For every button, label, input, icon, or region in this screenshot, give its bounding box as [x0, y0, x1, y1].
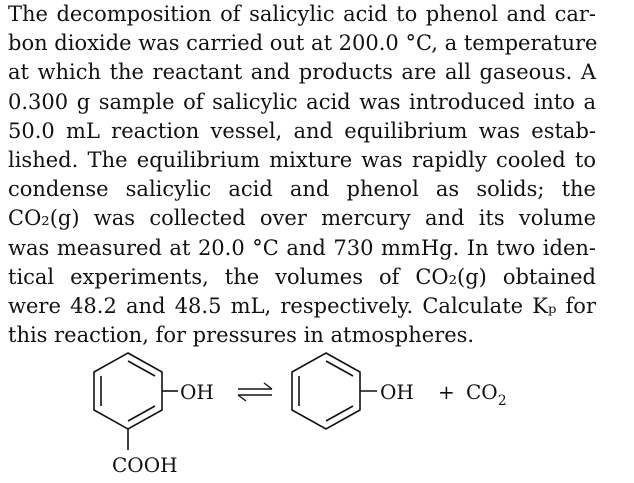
reaction-scheme [0, 340, 634, 478]
problem-line: tical experiments, the volumes of CO₂(g) obtained [8, 264, 596, 289]
reaction-equation [0, 340, 634, 478]
phenol-structure [292, 353, 377, 429]
reactant-oh-label: OH [180, 380, 214, 404]
problem-line: 50.0 mL reaction vessel, and equilibrium was estab- [8, 118, 596, 143]
problem-line: condense salicylic acid and phenol as solids; the [8, 177, 596, 202]
ring-double-bond [326, 361, 353, 376]
ring-double-bond [326, 406, 353, 421]
ring-double-bond [128, 361, 155, 376]
problem-line: were 48.2 and 48.5 mL, respectively. Calculate Kₚ for [8, 293, 596, 318]
problem-line: CO₂(g) was collected over mercury and its volume [8, 206, 596, 231]
equilibrium-arrow [238, 383, 272, 401]
co2-main: CO [466, 380, 498, 404]
problem-line: 0.300 g sample of salicylic acid was introduced into a [8, 89, 596, 114]
problem-line: was measured at 20.0 °C and 730 mmHg. In two iden- [8, 235, 596, 260]
problem-line: at which the reactant and products are all gaseous. A [8, 60, 596, 85]
problem-line: bon dioxide was carried out at 200.0 °C, a temperature [8, 31, 598, 56]
problem-text [8, 0, 596, 350]
plus-sign: + [438, 380, 455, 404]
problem-line: this reaction, for pressures in atmospheres. [8, 323, 475, 348]
benzene-ring-left [94, 353, 162, 429]
co2-label [466, 380, 507, 409]
reactant-cooh-label: COOH [112, 453, 178, 477]
co2-subscript: 2 [497, 393, 507, 409]
benzene-ring-right [292, 353, 360, 429]
salicylic-acid-structure [94, 353, 178, 450]
problem-line: The decomposition of salicylic acid to phenol and car- [8, 2, 596, 26]
ring-double-bond [128, 406, 155, 421]
problem-line: lished. The equilibrium mixture was rapidly cooled to [8, 147, 596, 172]
product-oh-label: OH [380, 380, 414, 404]
